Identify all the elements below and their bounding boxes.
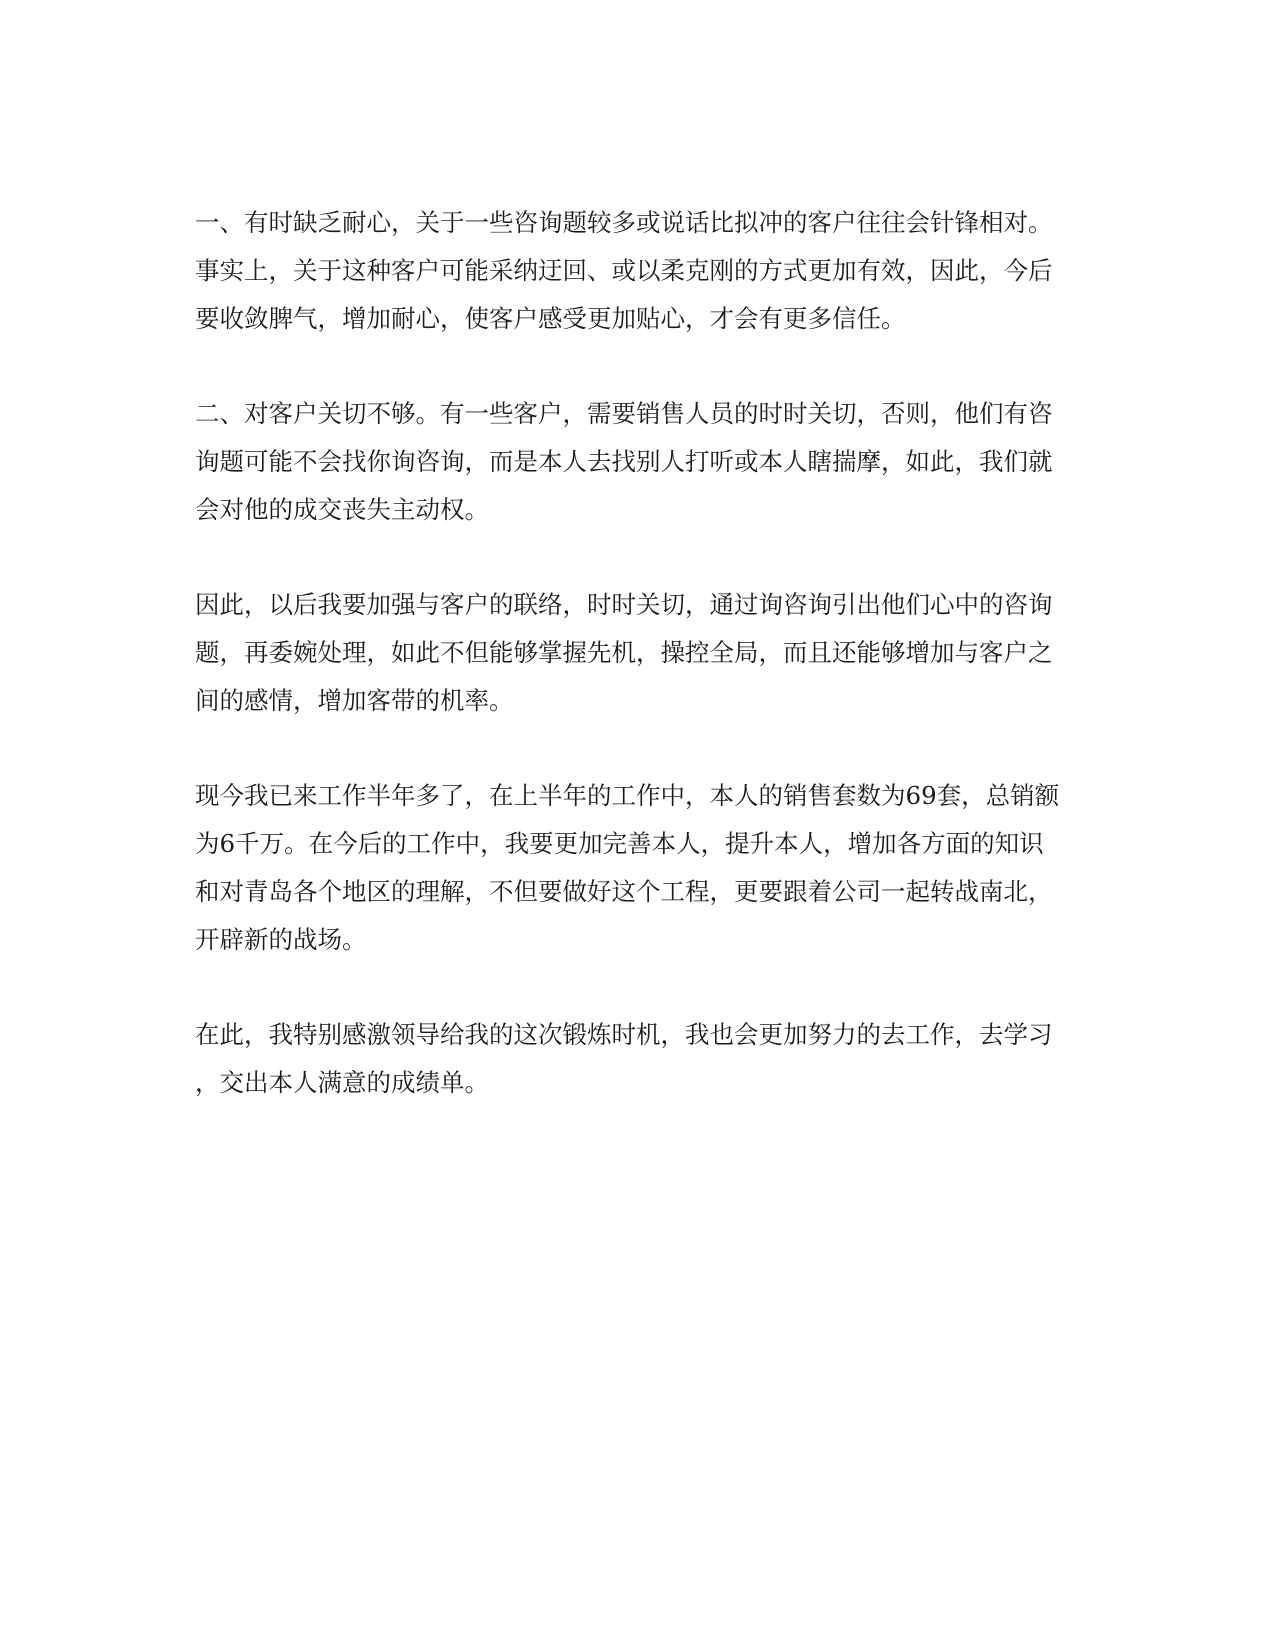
- paragraph-line: 为6千万。在今后的工作中，我要更加完善本人，提升本人，增加各方面的知识: [195, 829, 1044, 858]
- paragraph-line: ，交出本人满意的成绩单。: [195, 1068, 489, 1097]
- paragraph-line: 开辟新的战场。: [195, 925, 367, 954]
- document-body: [195, 199, 1075, 1154]
- paragraph-line: 一、有时缺乏耐心，关于一些咨询题较多或说话比拟冲的客户往往会针锋相对。: [195, 208, 1053, 237]
- paragraph-line: 询题可能不会找你询咨询，而是本人去找别人打听或本人瞎揣摩，如此，我们就: [195, 447, 1053, 476]
- paragraph-line: 要收敛脾气，增加耐心，使客户感受更加贴心，才会有更多信任。: [195, 304, 906, 333]
- paragraph-4: [195, 772, 1075, 964]
- paragraph-line: 间的感情，增加客带的机率。: [195, 686, 514, 715]
- paragraph-5: [195, 1011, 1075, 1107]
- paragraph-line: 二、对客户关切不够。有一些客户，需要销售人员的时时关切，否则，他们有咨: [195, 399, 1053, 428]
- paragraph-line: 题，再委婉处理，如此不但能够掌握先机，操控全局，而且还能够增加与客户之: [195, 638, 1053, 667]
- paragraph-line: 和对青岛各个地区的理解，不但要做好这个工程，更要跟着公司一起转战南北，: [195, 877, 1053, 906]
- paragraph-3: [195, 581, 1075, 725]
- paragraph-line: 在此，我特别感激领导给我的这次锻炼时机，我也会更加努力的去工作，去学习: [195, 1020, 1053, 1049]
- paragraph-line: 事实上，关于这种客户可能采纳迂回、或以柔克刚的方式更加有效，因此，今后: [195, 256, 1053, 285]
- paragraph-line: 会对他的成交丧失主动权。: [195, 495, 489, 524]
- paragraph-2: [195, 390, 1075, 534]
- paragraph-line: 因此，以后我要加强与客户的联络，时时关切，通过询咨询引出他们心中的咨询: [195, 590, 1053, 619]
- paragraph-1: [195, 199, 1075, 343]
- paragraph-line: 现今我已来工作半年多了，在上半年的工作中，本人的销售套数为69套，总销额: [195, 781, 1060, 810]
